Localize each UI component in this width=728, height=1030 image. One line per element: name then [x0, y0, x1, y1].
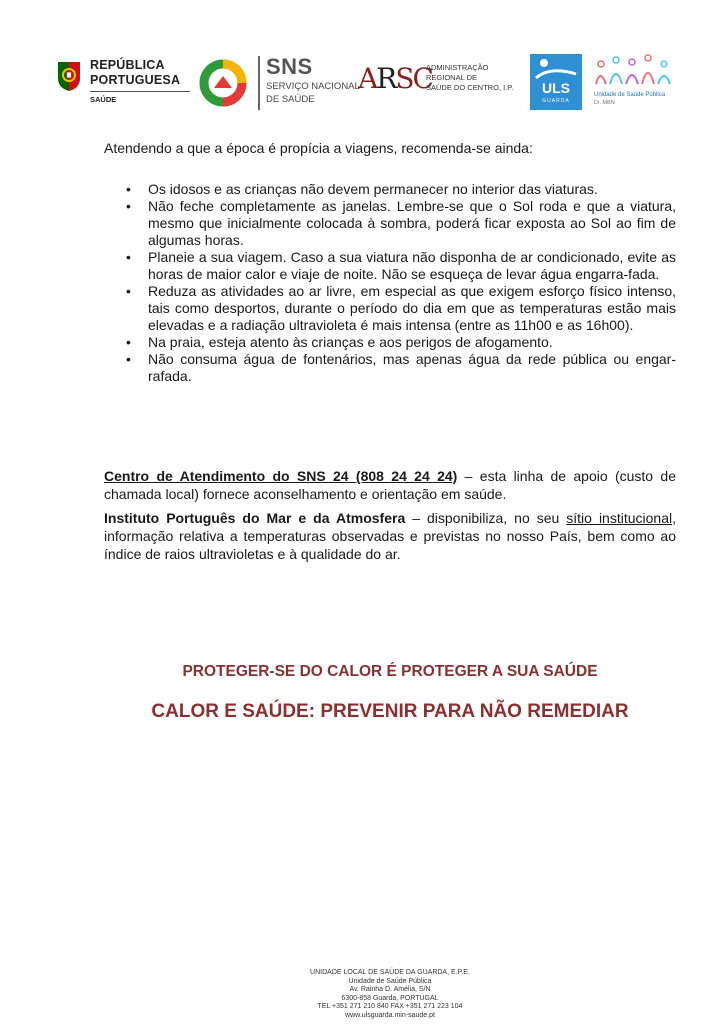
- ipma-name: Instituto Português do Mar e da Atmosfera: [104, 510, 406, 526]
- sns-line1: SERVIÇO NACIONAL: [266, 81, 360, 92]
- list-item: • Os idosos e as crianças não devem permanecer no interior das viaturas.: [104, 181, 676, 198]
- arsc-mark-r: R: [376, 62, 396, 95]
- arsc-mark: [358, 62, 432, 95]
- sns-logo: [198, 54, 358, 112]
- slogan-secondary: CALOR E SAÚDE: PREVENIR PARA NÃO REMEDIAR: [151, 701, 629, 722]
- usp-title: Unidade de Saúde Pública: [594, 92, 666, 98]
- slogan-primary: PROTEGER-SE DO CALOR É PROTEGER A SUA SAÚDE: [182, 663, 598, 680]
- arsc-line3: SAÚDE DO CENTRO, I.P.: [426, 83, 514, 92]
- uls-title: ULS: [542, 80, 570, 96]
- list-item: • Não feche completamente as janelas. Lembre-se que o Sol roda e que a viatura, mesmo que inicialmente colocada à sombra, poderá ficar exposta ao Sol ao fim de algumas horas.: [104, 198, 676, 249]
- footer-line: TEL +351 271 210 840 FAX +351 271 223 104: [317, 1003, 463, 1010]
- intro-text: Atendendo a que a época é propícia a viagens, recomenda-se ainda:: [104, 140, 533, 156]
- sns24-link[interactable]: Centro de Atendimento do SNS 24 (808 24 24 24): [104, 468, 458, 484]
- sns-line2: DE SAÚDE: [266, 94, 315, 105]
- coat-of-arms-icon: [56, 60, 82, 92]
- ipma-paragraph: [104, 509, 676, 563]
- sns-ring-icon: [198, 58, 248, 108]
- usp-subtitle: Dr. MBN: [594, 100, 615, 106]
- usp-figures-icon: [590, 54, 676, 90]
- ipma-text1: – disponibiliza, no seu: [405, 510, 567, 526]
- sns-divider: [258, 56, 260, 110]
- footer-line: Unidade de Saúde Pública: [348, 977, 432, 985]
- sns-title: SNS: [266, 54, 313, 79]
- page-header: [56, 52, 676, 114]
- arsc-mark-a: A: [358, 62, 377, 95]
- republica-portuguesa-logo: [56, 56, 196, 110]
- recommendation-list: [104, 181, 676, 385]
- uls-logo: [530, 54, 582, 110]
- ipma-site-link[interactable]: sítio institucional: [566, 510, 673, 526]
- uls-subtitle: GUARDA: [542, 98, 570, 104]
- list-item: • Reduza as atividades ao ar livre, em especial as que exigem esforço físico intenso, tais como desportos, durante o período do dia em que as temperaturas estão mais elevadas e a radiação ultravioleta é mais intensa (entre as 11h00 e as 16h00).: [104, 283, 676, 334]
- page-footer: [0, 969, 728, 1020]
- list-item: • Planeie a sua viagem. Caso a sua viatura não disponha de ar condicionado, evite as horas de maior calor e viaje de noite. Não se esqueça de levar água engarra-fada.: [104, 249, 676, 283]
- arsc-line2: REGIONAL DE: [426, 73, 477, 82]
- sns24-text: – esta linha de apoio (custo de chamada local) fornece aconselhamento e orientação em saúde.: [104, 468, 676, 502]
- arsc-logo: [358, 60, 528, 104]
- rp-line2: PORTUGUESA: [90, 73, 181, 87]
- rp-divider: [90, 91, 190, 92]
- footer-line: 6300-858 Guarda, PORTUGAL: [341, 994, 439, 1002]
- rp-line1: REPÚBLICA: [90, 58, 165, 72]
- rp-line3: SAÚDE: [90, 95, 117, 104]
- footer-line: UNIDADE LOCAL DE SAÚDE DA GUARDA, E.P.E.: [310, 969, 470, 976]
- footer-line: Av. Rainha D. Amélia, S/N: [349, 986, 431, 993]
- usp-logo: [590, 54, 676, 110]
- list-item: • Na praia, esteja atento às crianças e aos perigos de afogamento.: [104, 334, 676, 351]
- list-item: • Não consuma água de fontenários, mas apenas água da rede pública ou engar-rafada.: [104, 351, 676, 385]
- sns24-paragraph: [104, 467, 676, 503]
- arsc-line1: ADMINISTRAÇÃO: [426, 63, 489, 72]
- footer-website-link[interactable]: www.ulsguarda.min-saude.pt: [345, 1011, 435, 1019]
- ipma-text2: , informação relativa a temperaturas observadas e previstas no nosso País, bem como ao índice de raios ultravioletas e à qualidade do ar.: [104, 510, 676, 562]
- arsc-mark-sc: SC: [395, 62, 432, 95]
